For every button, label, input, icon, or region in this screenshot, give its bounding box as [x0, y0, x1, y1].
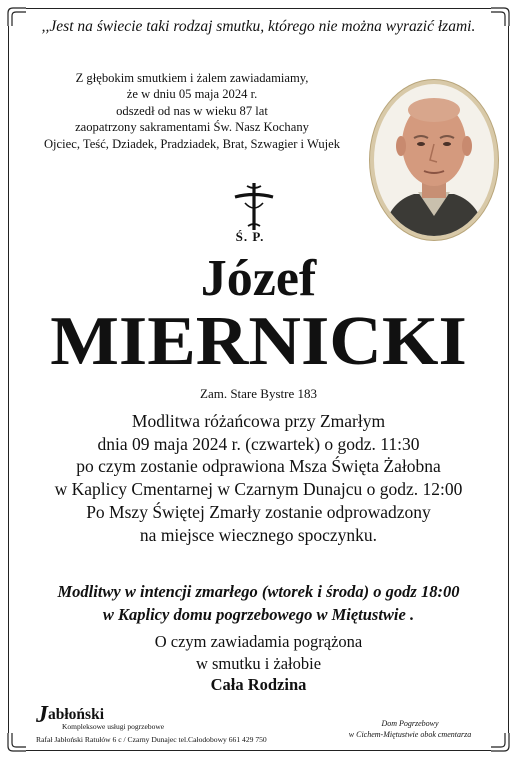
- funeral-home-line: w Cichem-Miętustwie obok cmentarza: [348, 730, 472, 739]
- funeral-home-info: [320, 718, 500, 740]
- deceased-last-name: MIERNICKI: [50, 303, 467, 380]
- funeral-home-line: Dom Pogrzebowy: [381, 719, 439, 728]
- motto-quote: ,,Jest na świecie taki rodzaj smutku, którego nie można wyrazić łzami.: [41, 18, 476, 35]
- logo-initial: J: [36, 702, 48, 728]
- prayer-intention: [15, 581, 502, 626]
- schedule-line: na miejsce wiecznego spoczynku.: [139, 524, 378, 545]
- intro-line: Ojciec, Teść, Dziadek, Pradziadek, Brat, Szwagier i Wujek: [43, 136, 341, 151]
- intro-line: że w dniu 05 maja 2024 r.: [126, 87, 258, 102]
- intention-line: w Kaplicy domu pogrzebowego w Miętustwie .: [102, 604, 415, 624]
- schedule-line: dnia 09 maja 2024 r. (czwartek) o godz. 11:30: [97, 433, 420, 454]
- family-line: w smutku i żałobie: [195, 653, 322, 673]
- funeral-schedule: [20, 410, 497, 546]
- intro-line: zaopatrzony sakramentami Św. Nasz Kochany: [75, 120, 309, 135]
- intro-line: odszedł od nas w wieku 87 lat: [116, 103, 268, 118]
- schedule-line: Po Mszy Świętej Zmarły zostanie odprowadzony: [86, 501, 431, 522]
- company-address: Rafał Jabłoński Ratułów 6 c / Czarny Dunajec tel.Całodobowy 661 429 750: [36, 735, 267, 744]
- logo-name: abłoński: [48, 706, 105, 723]
- intention-line: Modlitwy w intencji zmarłego (wtorek i środa) o godz 18:00: [57, 582, 460, 601]
- funeral-company: [36, 702, 316, 744]
- family-line: O czym zawiadamia pogrążona: [154, 632, 363, 651]
- deceased-first-name: Józef: [200, 250, 317, 307]
- frame-bottom-line: [26, 750, 491, 751]
- intro-line: Z głębokim smutkiem i żalem zawiadamiamy,: [75, 71, 309, 85]
- corner-ornament-icon: [5, 732, 27, 754]
- portrait-photo: [374, 84, 494, 236]
- schedule-line: po czym zostanie odprawiona Msza Święta Żałobna: [76, 456, 441, 477]
- family-signature: Cała Rodzina: [210, 675, 307, 695]
- deceased-portrait: [370, 80, 498, 240]
- cross-icon: [233, 181, 275, 231]
- frame-top-line: [26, 8, 491, 9]
- company-tagline: Kompleksowe usługi pogrzebowe: [62, 722, 165, 731]
- schedule-line: w Kaplicy Cmentarnej w Czarnym Dunajcu o godz. 12:00: [54, 479, 463, 500]
- schedule-line: Modlitwa różańcowa przy Zmarłym: [131, 411, 386, 431]
- family-notice: [0, 631, 517, 696]
- announcement-intro: [22, 70, 362, 152]
- residence-address: Zam. Stare Bystre 183: [200, 386, 317, 401]
- sp-abbreviation: Ś. P.: [235, 229, 265, 244]
